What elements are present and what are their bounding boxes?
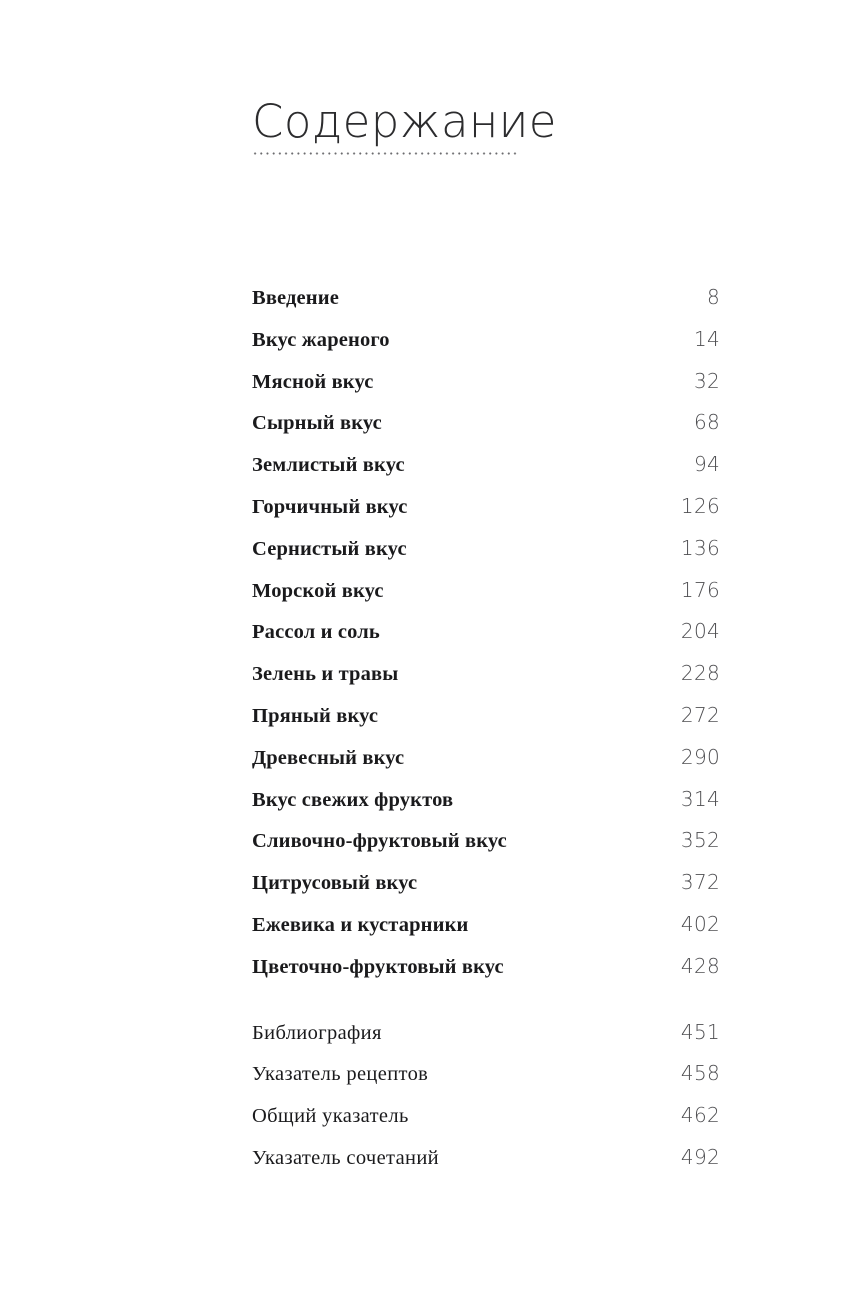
- toc-entry[interactable]: [252, 820, 720, 862]
- toc-entry-page-number: 272: [680, 702, 720, 727]
- toc-entry-page-number: 462: [680, 1103, 720, 1128]
- toc-entry-label: Горчичный вкус: [252, 495, 408, 518]
- toc-entry-label: Сырный вкус: [252, 412, 382, 435]
- toc-entry[interactable]: [252, 779, 720, 821]
- toc-entry-label: Вкус жареного: [252, 328, 390, 351]
- toc-entry-page-number: 8: [706, 285, 720, 309]
- toc-entry[interactable]: [252, 402, 720, 444]
- toc-entry-page-number: 228: [680, 661, 720, 686]
- toc-entry[interactable]: [252, 862, 720, 904]
- toc-entry-label: Пряный вкус: [252, 704, 379, 727]
- toc-entry-page-number: 290: [680, 744, 720, 769]
- toc-entry-label: Указатель сочетаний: [252, 1146, 439, 1169]
- toc-entry-page-number: 352: [680, 828, 720, 853]
- toc-entry-label: Рассол и соль: [252, 621, 380, 644]
- toc-entry-label: Цветочно-фруктовый вкус: [252, 955, 504, 978]
- toc-entry-label: Мясной вкус: [252, 370, 374, 393]
- toc-entry-label: Введение: [252, 287, 339, 309]
- toc-entry[interactable]: [252, 277, 720, 319]
- toc-entry[interactable]: [252, 1095, 720, 1137]
- toc-entry-page-number: 126: [680, 493, 720, 518]
- toc-entry-page-number: 14: [693, 326, 720, 351]
- toc-entry-label: Указатель рецептов: [252, 1063, 429, 1086]
- toc-entry-page-number: 402: [680, 911, 720, 936]
- toc-entry-page-number: 314: [680, 786, 720, 811]
- toc-entry-page-number: 32: [693, 368, 720, 393]
- toc-entry-page-number: 204: [680, 619, 720, 644]
- toc-entry-label: Морской вкус: [252, 579, 384, 602]
- toc-title-block: [252, 95, 557, 155]
- toc-entry[interactable]: [252, 695, 720, 737]
- toc-entry[interactable]: [252, 653, 720, 695]
- toc-entry-page-number: 428: [680, 953, 720, 978]
- toc-entry-page-number: 458: [680, 1061, 720, 1086]
- toc-entry-page-number: 492: [680, 1144, 720, 1169]
- title-dotted-rule: [252, 152, 520, 155]
- toc-entry-page-number: 372: [680, 870, 720, 895]
- toc-entry[interactable]: [252, 611, 720, 653]
- toc-entry-label: Землистый вкус: [252, 454, 405, 477]
- toc-entry[interactable]: [252, 904, 720, 946]
- toc-entry-list: [252, 277, 720, 1179]
- toc-entry-page-number: 176: [680, 577, 720, 602]
- toc-entry-label: Сернистый вкус: [252, 537, 407, 560]
- toc-entry[interactable]: [252, 528, 720, 570]
- toc-entry[interactable]: [252, 444, 720, 486]
- toc-entry[interactable]: [252, 737, 720, 779]
- toc-entry[interactable]: [252, 361, 720, 403]
- toc-entry-page-number: 451: [680, 1019, 720, 1044]
- toc-entry-label: Зелень и травы: [252, 663, 399, 686]
- page-title: Содержание: [252, 95, 557, 148]
- toc-entry-label: Цитрусовый вкус: [252, 872, 418, 895]
- toc-entry-page-number: 68: [693, 410, 720, 435]
- toc-entry[interactable]: [252, 319, 720, 361]
- toc-entry[interactable]: [252, 486, 720, 528]
- toc-entry-page-number: 136: [680, 535, 720, 560]
- toc-entry[interactable]: [252, 1053, 720, 1095]
- toc-entry-label: Сливочно-фруктовый вкус: [252, 830, 507, 853]
- toc-entry[interactable]: [252, 946, 720, 988]
- toc-entry-label: Ежевика и кустарники: [252, 913, 469, 936]
- toc-entry-label: Вкус свежих фруктов: [252, 788, 454, 811]
- toc-entry-label: Библиография: [252, 1021, 382, 1044]
- toc-entry-label: Древесный вкус: [252, 746, 405, 769]
- toc-entry-page-number: 94: [693, 452, 720, 477]
- toc-entry[interactable]: [252, 1137, 720, 1179]
- toc-entry[interactable]: [252, 570, 720, 612]
- toc-entry-label: Общий указатель: [252, 1105, 409, 1128]
- toc-entry[interactable]: [252, 1012, 720, 1054]
